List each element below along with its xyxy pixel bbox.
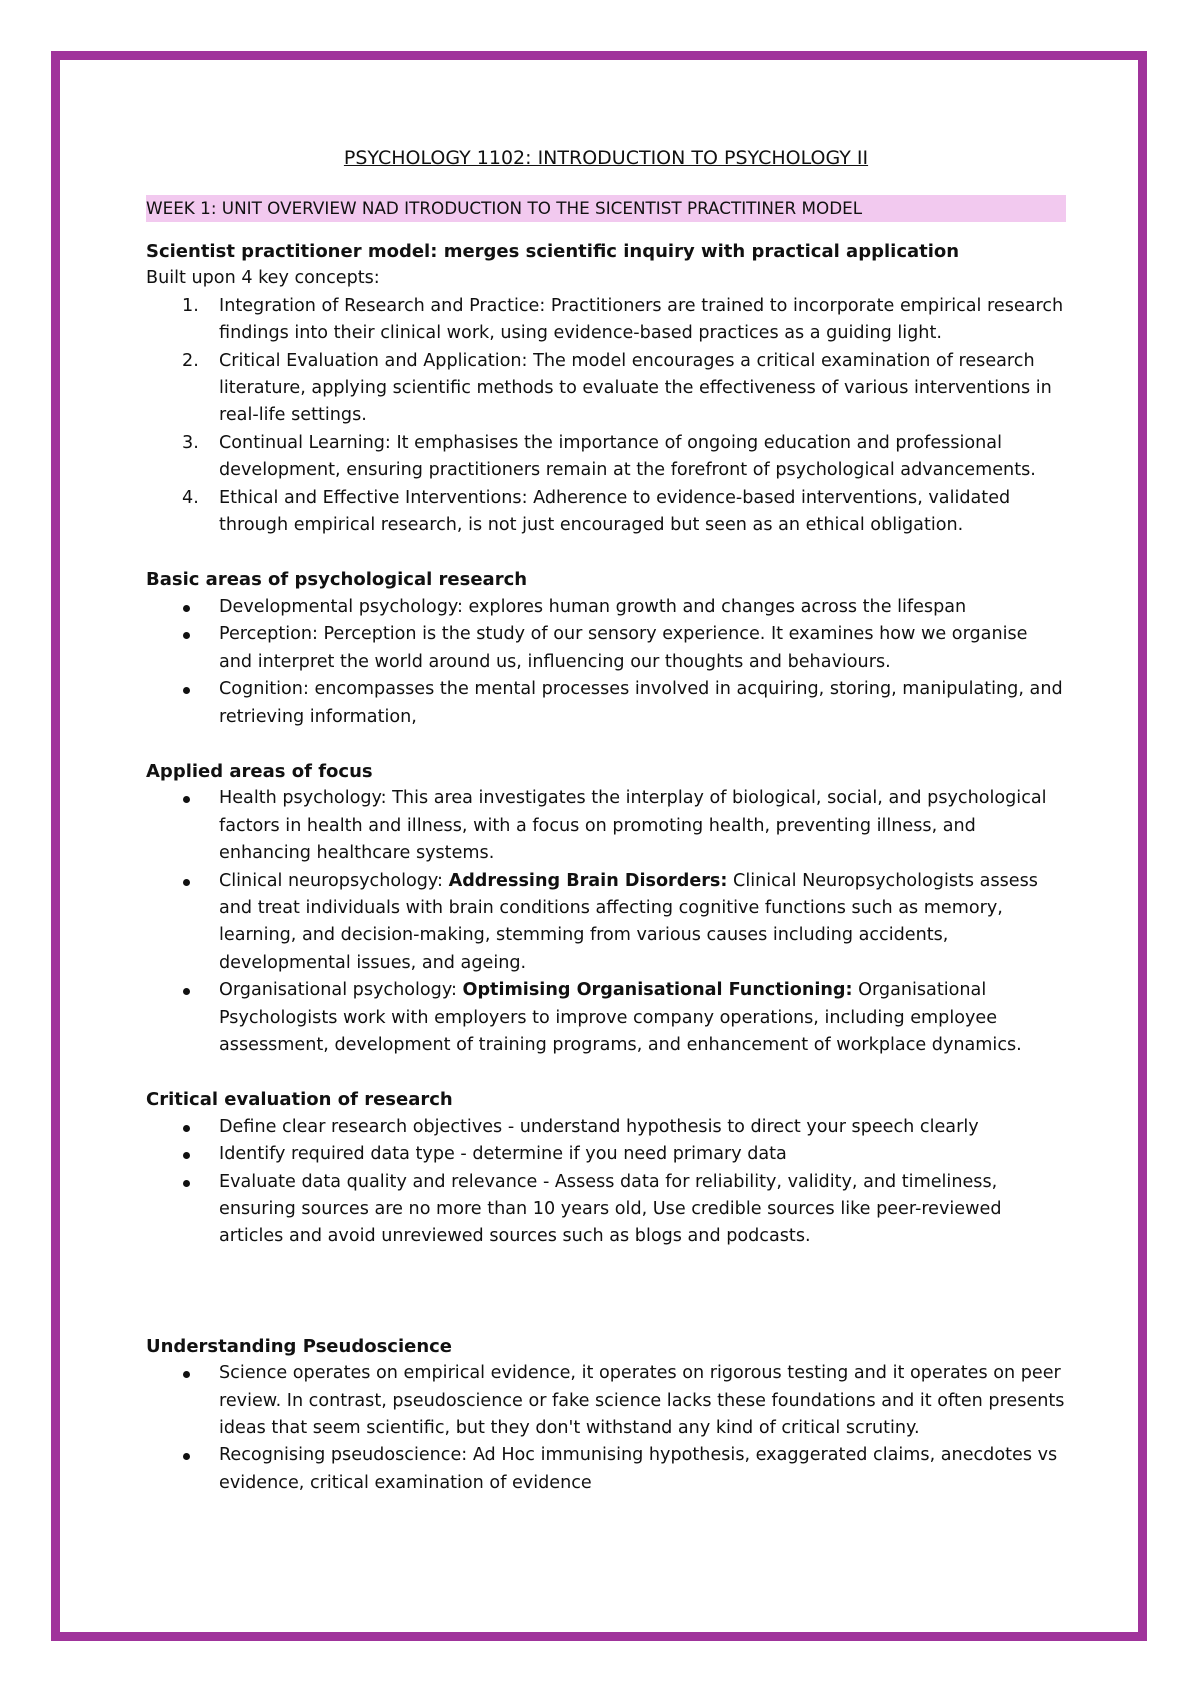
list-item <box>146 1360 1066 1442</box>
list-item <box>146 430 1066 485</box>
bullet-icon <box>183 879 190 886</box>
section-heading: Scientist practitioner model: merges scientific inquiry with practical application <box>146 241 960 262</box>
document-body <box>146 144 1066 1497</box>
list-item-text: Integration of Research and Practice: Practitioners are trained to incorporate empirical research findings into their clinical work, using evidence-based practices as a guiding light. <box>219 295 1064 344</box>
list-item-bold: Addressing Brain Disorders: <box>448 870 728 891</box>
list-item <box>146 785 1066 867</box>
section-scientist-model <box>146 238 1066 539</box>
list-number: 3. <box>182 432 199 453</box>
bullet-icon <box>183 632 190 639</box>
list-item-bold: Optimising Organisational Functioning: <box>462 980 853 1001</box>
list-item-lead: Clinical neuropsychology: <box>219 870 449 891</box>
bullet-icon <box>183 1371 190 1378</box>
bullet-icon <box>183 1453 190 1460</box>
bullet-icon <box>183 988 190 995</box>
bullet-icon <box>183 1125 190 1132</box>
section-heading: Understanding Pseudoscience <box>146 1335 453 1357</box>
numbered-list <box>146 293 1066 540</box>
list-item-text: Recognising pseudoscience: Ad Hoc immunising hypothesis, exaggerated claims, anecdotes vs evidence, critical examination of evidence <box>219 1445 1058 1493</box>
list-item <box>146 977 1066 1059</box>
list-item-text: Critical Evaluation and Application: The model encourages a critical examination of research literature, applying scientific methods to evaluate the effectiveness of various interventions in real-life settings. <box>219 350 1052 426</box>
document-title: PSYCHOLOGY 1102: INTRODUCTION TO PSYCHOLOGY II <box>343 147 869 169</box>
list-number: 2. <box>182 350 199 371</box>
list-item-text: Perception: Perception is the study of our sensory experience. It examines how we organise and interpret the world around us, influencing our thoughts and behaviours. <box>219 624 1028 672</box>
bullet-icon <box>183 605 190 612</box>
list-item-text: Health psychology: This area investigates the interplay of biological, social, and psychological factors in health and illness, with a focus on promoting health, preventing illness, and enhancing healthcare systems. <box>219 788 1047 864</box>
section-critical-evaluation <box>146 1086 1066 1250</box>
list-item <box>146 485 1066 540</box>
bullet-icon <box>183 1152 190 1159</box>
list-item-lead: Organisational psychology: <box>219 980 463 1001</box>
list-item <box>146 594 1066 621</box>
list-item <box>146 1442 1066 1497</box>
section-heading: Applied areas of focus <box>146 760 373 782</box>
bullet-icon <box>183 687 190 694</box>
section-intro: Built upon 4 key concepts: <box>146 268 380 289</box>
list-item-text: Clinical Neuropsychologists assess and treat individuals with brain conditions affecting cognitive functions such as memory, learning, and decision-making, stemming from various causes including accidents, developmental issues, and ageing. <box>219 870 1038 973</box>
list-item-text: Ethical and Effective Interventions: Adherence to evidence-based interventions, validated through empirical research, is not just encouraged but seen as an ethical obligation. <box>219 487 1011 536</box>
list-item-text: Developmental psychology: explores human growth and changes across the lifespan <box>219 596 967 617</box>
bullet-list <box>146 1360 1066 1497</box>
list-item-text: Science operates on empirical evidence, it operates on rigorous testing and it operates on peer review. In contrast, pseudoscience or fake science lacks these foundations and it often presents ideas that seem scientific, but they don't withstand any kind of critical scrutiny. <box>219 1363 1065 1439</box>
list-item <box>146 348 1066 430</box>
list-item <box>146 1114 1066 1141</box>
list-item <box>146 868 1066 978</box>
bullet-icon <box>183 796 190 803</box>
week-banner: WEEK 1: UNIT OVERVIEW NAD ITRODUCTION TO THE SICENTIST PRACTITINER MODEL <box>146 195 1066 222</box>
list-item-text: Continual Learning: It emphasises the importance of ongoing education and professional development, ensuring practitioners remain at the forefront of psychological advancements. <box>219 432 1036 481</box>
section-applied-areas <box>146 758 1066 1059</box>
list-item <box>146 621 1066 676</box>
list-item-text: Evaluate data quality and relevance - Assess data for reliability, validity, and timeliness, ensuring sources are no more than 10 years old, Use credible sources like peer-reviewed articles and avoid unreviewed sources such as blogs and podcasts. <box>219 1171 1002 1247</box>
list-item <box>146 676 1066 731</box>
list-item-text: Cognition: encompasses the mental processes involved in acquiring, storing, manipulating, and retrieving information, <box>219 679 1063 727</box>
list-item-text: Identify required data type - determine if you need primary data <box>219 1144 787 1165</box>
list-item <box>146 1169 1066 1251</box>
bullet-icon <box>183 1180 190 1187</box>
section-heading: Basic areas of psychological research <box>146 569 528 591</box>
list-number: 4. <box>182 487 199 508</box>
list-item-text: Define clear research objectives - understand hypothesis to direct your speech clearly <box>219 1116 979 1137</box>
list-item <box>146 1141 1066 1168</box>
section-basic-areas <box>146 566 1066 730</box>
list-number: 1. <box>182 295 199 316</box>
list-item-text: Organisational Psychologists work with employers to improve company operations, including employee assessment, development of training programs, and enhancement of workplace dynamics. <box>219 980 1022 1055</box>
bullet-list <box>146 785 1066 1059</box>
list-item <box>146 293 1066 348</box>
bullet-list <box>146 594 1066 731</box>
section-heading: Critical evaluation of research <box>146 1089 453 1111</box>
section-pseudoscience <box>146 1333 1066 1497</box>
bullet-list <box>146 1114 1066 1251</box>
